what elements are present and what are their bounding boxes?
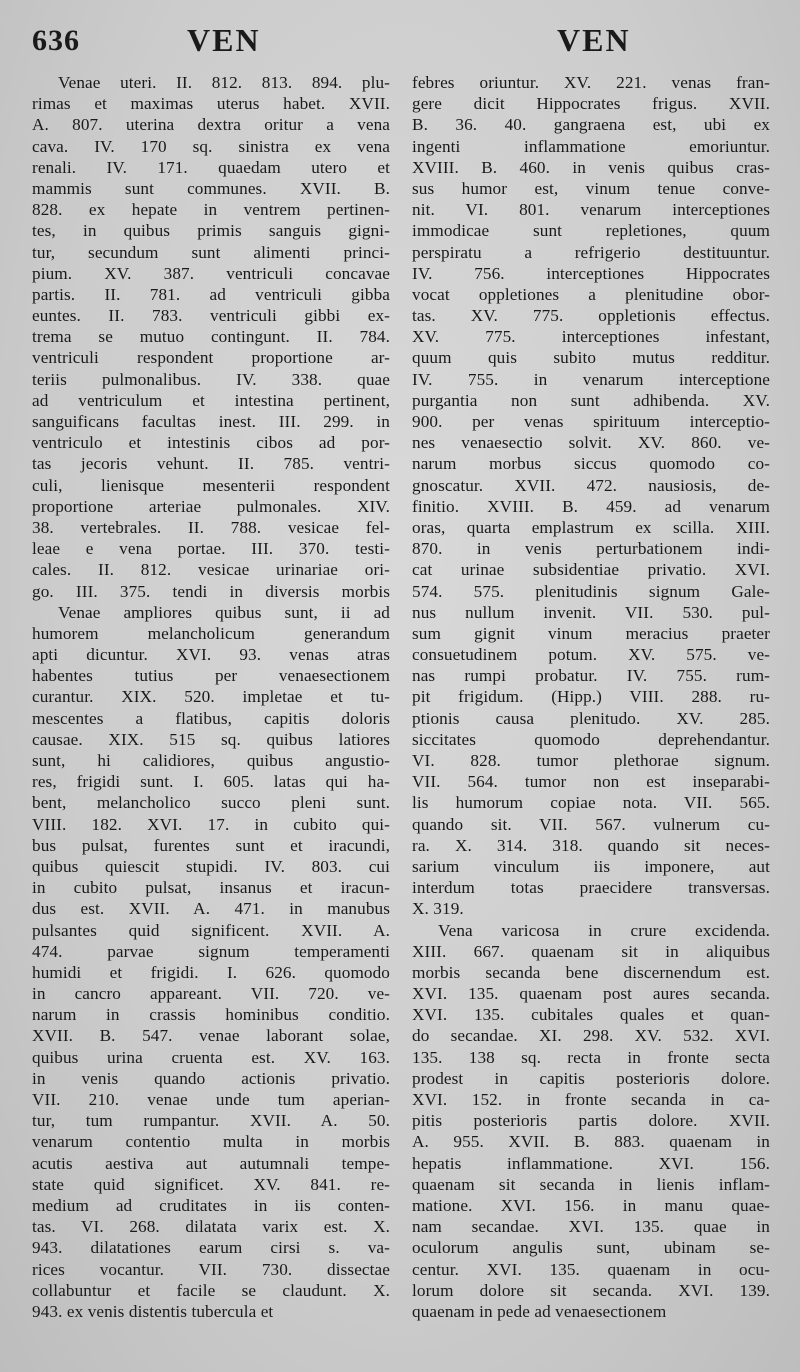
text-line: 38. vertebrales. II. 788. vesicae fel-: [32, 517, 390, 537]
text-line: go. III. 375. tendi in diversis morbis: [32, 581, 390, 601]
text-line: humidi et frigidi. I. 626. quomodo: [32, 962, 390, 982]
text-line: ventriculo et intestinis cibos ad por-: [32, 433, 390, 453]
text-line: prodest in capitis posterioris dolore.: [412, 1068, 770, 1088]
text-line: XVIII. B. 460. in venis quibus cras-: [412, 157, 770, 177]
text-line: mammis sunt communes. XVII. B.: [32, 178, 390, 198]
text-line: XVI. 152. in fronte secanda in ca-: [412, 1090, 770, 1109]
text-line: state quid significet. XV. 841. re-: [32, 1174, 390, 1194]
text-line: A. 955. XVII. B. 883. quaenam in: [412, 1132, 770, 1152]
text-line: humorem melancholicum generandum: [32, 623, 390, 643]
text-line: quando sit. VII. 567. vulnerum cu-: [412, 814, 770, 834]
text-line: sum gignit vinum meracius praeter: [412, 623, 770, 643]
text-line: in cancro appareant. VII. 720. ve-: [32, 984, 390, 1004]
text-line: renali. IV. 171. quaedam utero et: [32, 157, 390, 177]
text-line: tas jecoris vehunt. II. 785. ventri-: [32, 454, 390, 474]
text-line: oculorum angulis sunt, ubinam se-: [412, 1238, 770, 1258]
text-line: in cubito pulsat, insanus et iracun-: [32, 878, 390, 898]
text-line: VI. 828. tumor plethorae signum.: [412, 751, 770, 770]
text-line: IV. 756. interceptiones Hippocrates: [412, 263, 770, 283]
text-line: 943. ex venis distentis tubercula et: [32, 1301, 274, 1321]
text-line: A. 807. uterina dextra oritur a vena: [32, 115, 390, 135]
text-line: pit frigidum. (Hipp.) VIII. 288. ru-: [412, 687, 770, 707]
text-line: teriis pulmonalibus. IV. 338. quae: [32, 369, 390, 389]
running-head-left: VEN: [187, 22, 261, 58]
page-header: [32, 20, 770, 62]
text-line: 900. per venas spirituum interceptio-: [412, 412, 770, 431]
text-line: 474. parvae signum temperamenti: [32, 941, 390, 961]
text-line: VIII. 182. XVI. 17. in cubito qui-: [32, 814, 390, 834]
text-line: narum morbus siccus quomodo co-: [412, 454, 770, 474]
text-line: tes, in quibus primis sanguis gigni-: [32, 221, 390, 241]
text-line: perspiratu a refrigerio destituuntur.: [412, 242, 770, 262]
text-line: quaenam sit secanda in lienis inflam-: [412, 1174, 770, 1194]
text-line: collabuntur et facile se claudunt. X.: [32, 1280, 390, 1300]
text-line: do secandae. XI. 298. XV. 532. XVI.: [412, 1026, 770, 1046]
text-line: tas. VI. 268. dilatata varix est. X.: [32, 1217, 390, 1237]
text-line: quum quis subito mutus redditur.: [412, 348, 770, 368]
text-line: hepatis inflammatione. XVI. 156.: [412, 1153, 770, 1173]
text-line: culi, lienisque mesenterii respondent: [32, 475, 390, 495]
text-line: lis humorum copiae nota. VII. 565.: [412, 793, 770, 813]
text-line: nes venaesectio solvit. XV. 860. ve-: [412, 433, 770, 453]
right-column: [412, 72, 770, 1358]
text-line: sanguificans facultas inest. III. 299. in: [32, 412, 390, 431]
text-line: XVI. 135. quaenam post aures secanda.: [412, 984, 770, 1004]
text-line: ptionis causa plenitudo. XV. 285.: [412, 708, 770, 728]
text-line: venarum contentio multa in morbis: [32, 1132, 390, 1152]
text-line: finitio. XVIII. B. 459. ad venarum: [412, 496, 770, 516]
text-line: ingenti inflammatione emoriuntur.: [412, 136, 770, 156]
text-line: res, frigidi sunt. I. 605. latas qui ha-: [32, 772, 390, 792]
text-line: X. 319.: [412, 899, 464, 919]
text-line: rimas et maximas uterus habet. XVII.: [32, 94, 390, 114]
text-line: curantur. XIX. 520. impletae et tu-: [32, 687, 390, 707]
text-line: IV. 755. in venarum interceptione: [412, 369, 770, 389]
text-line: vocat oppletiones a plenitudine obor-: [412, 284, 770, 304]
text-line: consuetudinem potum. XV. 575. ve-: [412, 645, 770, 665]
text-line: in venis quando actionis privatio.: [32, 1068, 390, 1088]
text-line: euntes. II. 783. ventriculi gibbi ex-: [32, 306, 390, 326]
text-line: narum in crassis hominibus conditio.: [32, 1005, 390, 1025]
text-line: sarium vinculum iis imponere, aut: [412, 856, 770, 876]
text-line: causae. XIX. 515 sq. quibus latiores: [32, 729, 390, 749]
text-line: Vena varicosa in crure excidenda.: [438, 920, 770, 940]
text-line: gere dicit Hippocrates frigus. XVII.: [412, 94, 770, 114]
text-line: bus pulsat, furentes sunt et iracundi,: [32, 835, 390, 855]
text-line: XIII. 667. quaenam sit in aliquibus: [412, 941, 770, 961]
text-line: mescentes a flatibus, capitis doloris: [32, 708, 390, 728]
text-line: ad ventriculum et intestina pertinent,: [32, 390, 390, 410]
text-line: 828. ex hepate in ventrem pertinen-: [32, 200, 390, 220]
running-head-right: VEN: [557, 22, 631, 58]
text-line: B. 36. 40. gangraena est, ubi ex: [412, 115, 770, 135]
text-line: interdum totas praecidere transversas.: [412, 878, 770, 898]
text-line: oras, quarta emplastrum ex scilla. XIII.: [412, 517, 770, 537]
text-line: ra. X. 314. 318. quando sit neces-: [412, 835, 770, 855]
text-line: matione. XVI. 156. in manu quae-: [412, 1195, 770, 1215]
text-line: apti dicuntur. XVI. 93. venas atras: [32, 645, 390, 665]
text-line: 943. dilatationes earum cirsi s. va-: [32, 1238, 390, 1258]
text-line: acutis aestiva aut autumnali tempe-: [32, 1153, 390, 1173]
text-line: tur, secundum sunt alimenti princi-: [32, 242, 390, 262]
text-line: XV. 775. interceptiones infestant,: [412, 327, 770, 347]
text-line: 870. in venis perturbationem indi-: [412, 539, 770, 559]
text-line: nus nullum invenit. VII. 530. pul-: [412, 602, 770, 622]
text-line: cat urinae subsidentiae privatio. XVI.: [412, 560, 770, 580]
text-line: tas. XV. 775. oppletionis effectus.: [412, 306, 770, 326]
text-line: partis. II. 781. ad ventriculi gibba: [32, 284, 390, 304]
text-line: pulsantes quid significent. XVII. A.: [32, 920, 390, 940]
text-line: sunt, hi calidiores, quibus angustio-: [32, 751, 390, 770]
text-line: cales. II. 812. vesicae urinariae ori-: [32, 560, 390, 580]
text-line: VII. 210. venae unde tum aperian-: [32, 1090, 390, 1109]
text-line: VII. 564. tumor non est inseparabi-: [412, 772, 770, 792]
text-line: bent, melancholico succo pleni sunt.: [32, 793, 390, 813]
text-line: XVII. B. 547. venae laborant solae,: [32, 1026, 390, 1046]
text-line: proportione arteriae pulmonales. XIV.: [32, 496, 390, 516]
text-line: dus est. XVII. A. 471. in manubus: [32, 899, 390, 919]
text-line: quibus quiescit stupidi. IV. 803. cui: [32, 856, 390, 876]
text-line: 135. 138 sq. recta in fronte secta: [412, 1047, 770, 1067]
text-line: centur. XVI. 135. quaenam in ocu-: [412, 1259, 770, 1279]
text-columns: [32, 72, 770, 1358]
text-line: sus humor est, vinum tenue conve-: [412, 178, 770, 198]
text-line: trema se mutuo contingunt. II. 784.: [32, 327, 390, 347]
text-line: nas rumpi probatur. IV. 755. rum-: [412, 666, 770, 686]
text-line: nit. VI. 801. venarum interceptiones: [412, 200, 770, 220]
text-line: cava. IV. 170 sq. sinistra ex vena: [32, 136, 390, 156]
text-line: immodicae sunt repletiones, quum: [412, 221, 770, 241]
text-line: quaenam in pede ad venaesectionem: [412, 1301, 667, 1321]
text-line: nam secandae. XVI. 135. quae in: [412, 1217, 770, 1237]
text-line: siccitates quomodo deprehendantur.: [412, 729, 770, 749]
text-line: tur, tum rumpantur. XVII. A. 50.: [32, 1111, 390, 1131]
text-line: leae e vena portae. III. 370. testi-: [32, 539, 390, 559]
text-line: Venae ampliores quibus sunt, ii ad: [58, 602, 390, 622]
text-line: gnoscatur. XVII. 472. nausiosis, de-: [412, 475, 770, 495]
text-line: habentes tutius per venaesectionem: [32, 666, 390, 686]
page-number: 636: [32, 24, 80, 57]
text-line: 574. 575. plenitudinis signum Gale-: [412, 581, 770, 601]
left-column: [32, 72, 390, 1358]
text-line: morbis secanda bene discernendum est.: [412, 962, 770, 982]
text-line: pium. XV. 387. ventriculi concavae: [32, 263, 390, 283]
text-line: quibus urina cruenta est. XV. 163.: [32, 1047, 390, 1067]
text-line: medium ad cruditates in iis conten-: [32, 1195, 390, 1215]
text-line: XVI. 135. cubitales quales et quan-: [412, 1005, 770, 1025]
text-line: lorum dolore sit secanda. XVI. 139.: [412, 1280, 770, 1300]
text-line: febres oriuntur. XV. 221. venas fran-: [412, 73, 770, 92]
text-line: rices vocantur. VII. 730. dissectae: [32, 1259, 390, 1279]
text-line: Venae uteri. II. 812. 813. 894. plu-: [58, 73, 390, 92]
text-line: ventriculi respondent proportione ar-: [32, 348, 390, 368]
text-line: pitis posterioris partis dolore. XVII.: [412, 1111, 770, 1131]
text-line: purgantia non sunt adhibenda. XV.: [412, 390, 770, 410]
